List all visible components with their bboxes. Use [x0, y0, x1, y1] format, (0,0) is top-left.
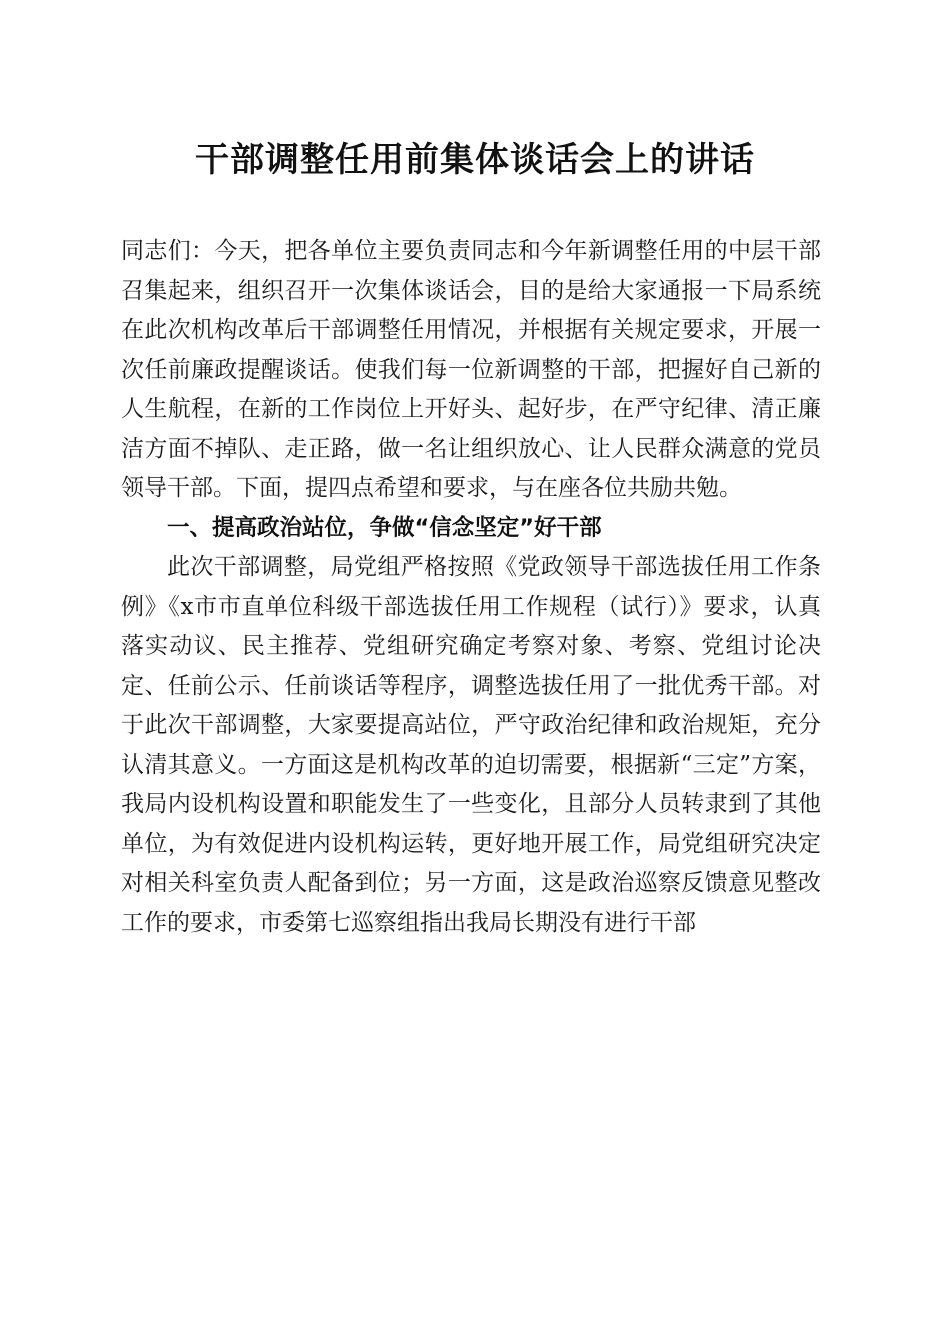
opening-paragraph: 同志们：今天，把各单位主要负责同志和今年新调整任用的中层干部召集起来，组织召开一次集体谈话会，目的是给大家通报一下局系统在此次机构改革后干部调整任用情况，并根据有关规定要求，开展一次任前廉政提醒谈话。使我们每一位新调整的干部，把握好自己新的人生航程，在新的工作岗位上开好头、起好步，在严守纪律、清正廉洁方面不掉队、走正路，做一名让组织放心、让人民群众满意的党员领导干部。下面，提四点希望和要求，与在座各位共励共勉。	[121, 238, 821, 501]
body-paragraph: 此次干部调整，局党组严格按照《党政领导干部选拔任用工作条例》《x市市直单位科级干部选拔任用工作规程（试行）》要求，认真落实动议、民主推荐、党组研究确定考察对象、考察、党组讨论决定、任前公示、任前谈话等程序，调整选拔任用了一批优秀干部。对于此次干部调整，大家要提高站位，严守政治纪律和政治规矩，充分认清其意义。一方面这是机构改革的迫切需要，根据新“三定”方案，我局内设机构设置和职能发生了一些变化，且部分人员转隶到了其他单位，为有效促进内设机构运转，更好地开展工作，局党组研究决定对相关科室负责人配备到位；另一方面，这是政治巡察反馈意见整改工作的要求，市委第七巡察组指出我局长期没有进行干部	[121, 554, 821, 936]
document-body	[121, 232, 821, 943]
document-title: 干部调整任用前集体谈话会上的讲话	[195, 140, 755, 180]
section-heading: 一、提高政治站位，争做“信念坚定”好干部	[167, 514, 602, 541]
